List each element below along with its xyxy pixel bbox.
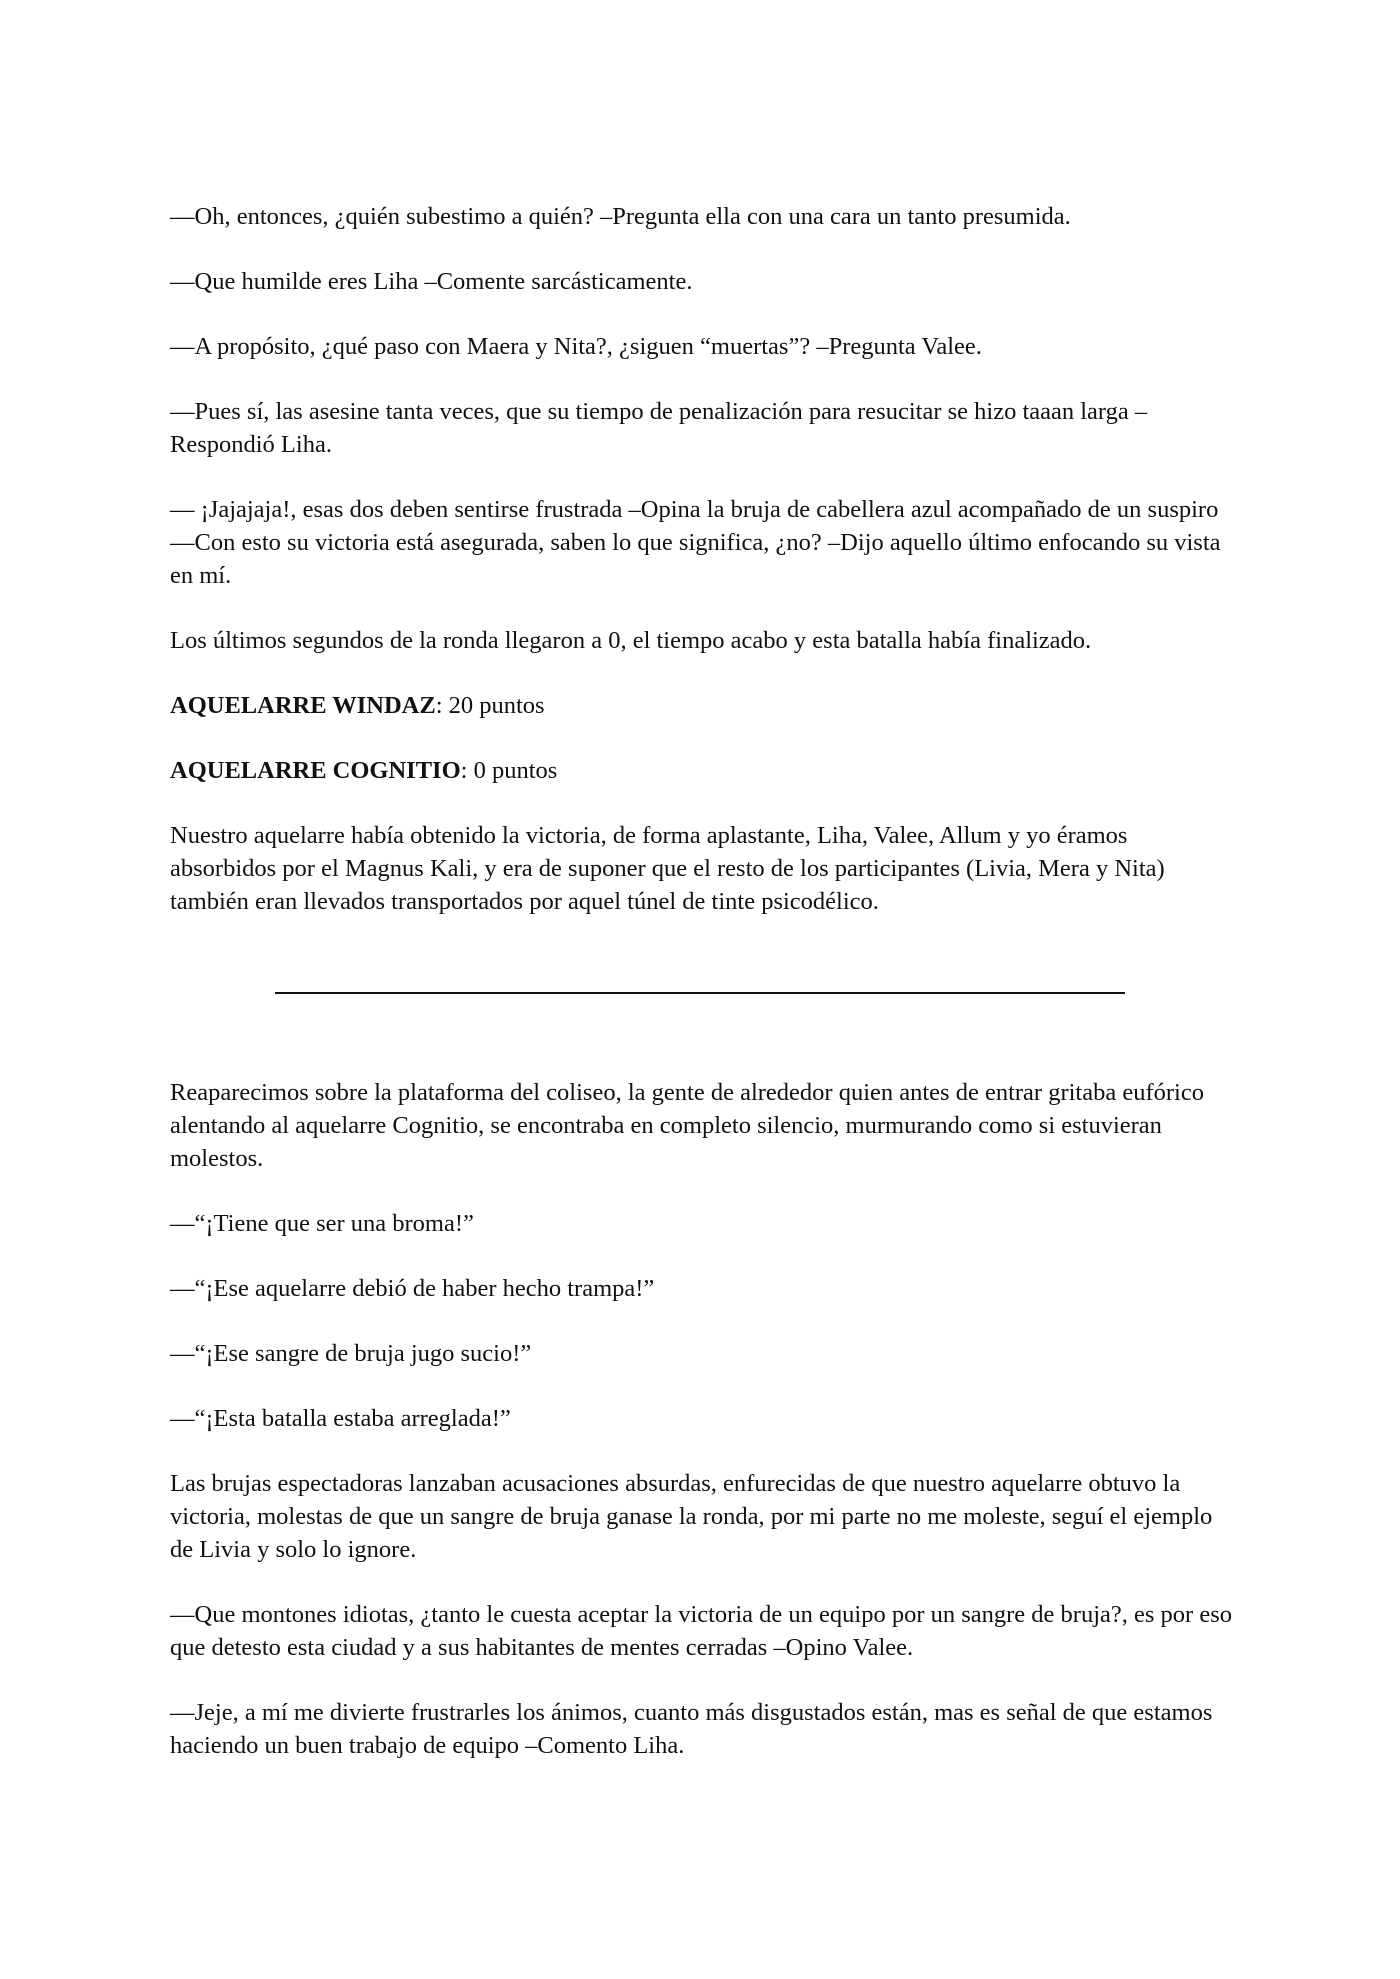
score-label: AQUELARRE COGNITIO: [170, 757, 461, 784]
paragraph: Reaparecimos sobre la plataforma del coliseo, la gente de alrededor quien antes de entrar gritaba eufórico alentando al aquelarre Cognitio, se encontraba en completo silencio, murmurando como si estuvieran molestos.: [170, 1079, 1204, 1172]
paragraph: —“¡Tiene que ser una broma!”: [170, 1210, 474, 1237]
paragraph: —“¡Esta batalla estaba arreglada!”: [170, 1405, 511, 1432]
score-line-cognitio: [170, 754, 1235, 787]
paragraph: —Que humilde eres Liha –Comente sarcásticamente.: [170, 268, 693, 295]
paragraph: —Que montones idiotas, ¿tanto le cuesta aceptar la victoria de un equipo por un sangre de bruja?, es por eso que detesto esta ciudad y a sus habitantes de mentes cerradas –Opino Valee.: [170, 1601, 1232, 1661]
paragraph: —Jeje, a mí me divierte frustrarles los ánimos, cuanto más disgustados están, mas es señal de que estamos haciendo un buen trabajo de equipo –Comento Liha.: [170, 1699, 1213, 1759]
paragraph: Las brujas espectadoras lanzaban acusaciones absurdas, enfurecidas de que nuestro aquelarre obtuvo la victoria, molestas de que un sangre de bruja ganase la ronda, por mi parte no me moleste, seguí el ejemplo de Livia y solo lo ignore.: [170, 1470, 1213, 1563]
score-value: : 20 puntos: [435, 692, 545, 719]
paragraph: —“¡Ese sangre de bruja jugo sucio!”: [170, 1340, 532, 1367]
paragraph: — ¡Jajajaja!, esas dos deben sentirse frustrada –Opina la bruja de cabellera azul acompañado de un suspiro —Con esto su victoria está asegurada, saben lo que significa, ¿no? –Dijo aquello último enfocando su vista en mí.: [170, 496, 1221, 589]
paragraph: —“¡Ese aquelarre debió de haber hecho trampa!”: [170, 1275, 655, 1302]
score-value: : 0 puntos: [460, 757, 558, 784]
score-label: AQUELARRE WINDAZ: [170, 692, 436, 719]
paragraph: Nuestro aquelarre había obtenido la victoria, de forma aplastante, Liha, Valee, Allum y yo éramos absorbidos por el Magnus Kali, y era de suponer que el resto de los participantes (Livia, Mera y Nita) también eran llevados transportados por aquel túnel de tinte psicodélico.: [170, 822, 1165, 915]
document-body: [170, 200, 1235, 1794]
paragraph: —A propósito, ¿qué paso con Maera y Nita?, ¿siguen “muertas”? –Pregunta Valee.: [170, 333, 982, 360]
paragraph: —Pues sí, las asesine tanta veces, que su tiempo de penalización para resucitar se hizo taaan larga –Respondió Liha.: [170, 398, 1148, 458]
score-line-windaz: [170, 689, 1235, 722]
paragraph: —Oh, entonces, ¿quién subestimo a quién? –Pregunta ella con una cara un tanto presumida.: [170, 203, 1071, 230]
section-divider: [275, 992, 1125, 994]
paragraph: Los últimos segundos de la ronda llegaron a 0, el tiempo acabo y esta batalla había finalizado.: [170, 627, 1092, 654]
